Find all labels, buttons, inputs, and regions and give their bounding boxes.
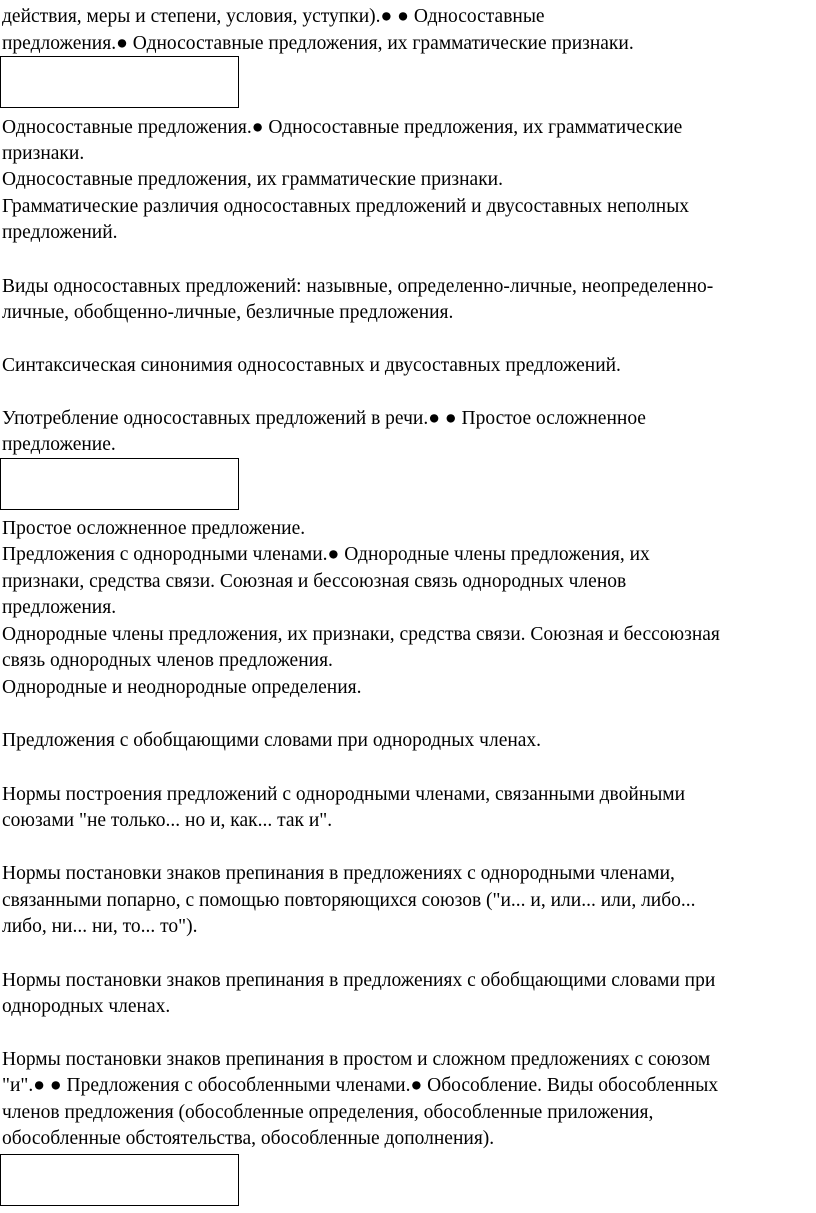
empty-frame bbox=[0, 56, 239, 108]
text-line: Употребление односоставных предложений в речи.● ● Простое осложненное bbox=[2, 408, 646, 429]
text-line: Нормы постановки знаков препинания в простом и сложном предложениях с союзом bbox=[2, 1049, 711, 1070]
text-line: связь однородных членов предложения. bbox=[2, 650, 333, 671]
text-line: признаки, средства связи. Союзная и бессоюзная связь однородных членов bbox=[2, 571, 627, 592]
text-line: "и".● ● Предложения с обособленными членами.● Обособление. Виды обособленных bbox=[2, 1075, 719, 1096]
text-line: действия, меры и степени, условия, уступки).● ● Односоставные bbox=[2, 6, 545, 27]
text-line: связанными попарно, с помощью повторяющихся союзов ("и... и, или... или, либо... bbox=[2, 890, 696, 911]
text-line: Нормы построения предложений с однородными членами, связанными двойными bbox=[2, 784, 686, 805]
text-line: Простое осложненное предложение. bbox=[2, 518, 306, 539]
text-line: либо, ни... ни, то... то"). bbox=[2, 916, 198, 937]
text-line: Грамматические различия односоставных предложений и двусоставных неполных bbox=[2, 196, 690, 217]
text-line: обособленные обстоятельства, обособленные дополнения). bbox=[2, 1128, 495, 1149]
text-line: союзами "не только... но и, как... так и". bbox=[2, 810, 333, 831]
text-line: Однородные члены предложения, их признаки, средства связи. Союзная и бессоюзная bbox=[2, 624, 720, 645]
text-line: однородных членах. bbox=[2, 996, 171, 1017]
text-line: Виды односоставных предложений: назывные, определенно-личные, неопределенно- bbox=[2, 276, 714, 297]
text-line: Синтаксическая синонимия односоставных и двусоставных предложений. bbox=[2, 355, 621, 376]
text-line: Предложения с обобщающими словами при однородных членах. bbox=[2, 730, 542, 751]
text-line: Односоставные предложения.● Односоставные предложения, их грамматические bbox=[2, 117, 683, 138]
text-line: признаки. bbox=[2, 143, 85, 164]
text-line: Нормы постановки знаков препинания в предложениях с однородными членами, bbox=[2, 863, 675, 884]
text-line: предложений. bbox=[2, 222, 118, 243]
text-line: Предложения с однородными членами.● Однородные члены предложения, их bbox=[2, 544, 650, 565]
empty-frame bbox=[0, 1154, 239, 1206]
text-line: Однородные и неоднородные определения. bbox=[2, 677, 362, 698]
text-line: членов предложения (обособленные определения, обособленные приложения, bbox=[2, 1102, 654, 1123]
text-line: личные, обобщенно-личные, безличные предложения. bbox=[2, 302, 454, 323]
empty-frame bbox=[0, 458, 239, 510]
text-line: предложения.● Односоставные предложения, их грамматические признаки. bbox=[2, 33, 634, 54]
text-line: Нормы постановки знаков препинания в предложениях с обобщающими словами при bbox=[2, 970, 716, 991]
text-line: предложения. bbox=[2, 597, 117, 618]
text-line: Односоставные предложения, их грамматические признаки. bbox=[2, 169, 503, 190]
text-line: предложение. bbox=[2, 434, 116, 455]
